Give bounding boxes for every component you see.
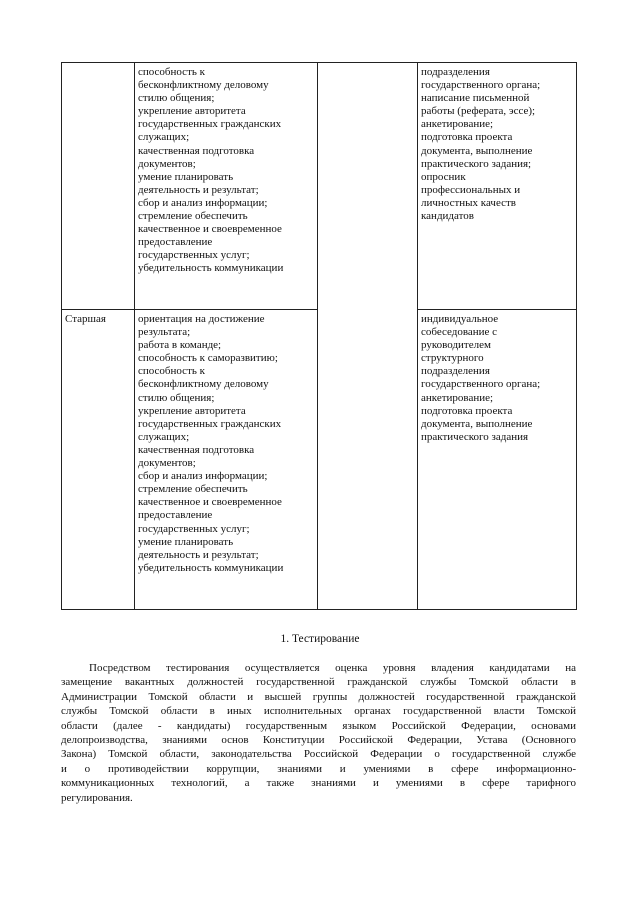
- cell-line: государственных услуг;: [138, 522, 250, 535]
- cell-line: подразделения: [421, 365, 490, 378]
- middle-cell: [318, 63, 418, 610]
- paragraph-line: области (далее - кандидаты) государственным языком Российской Федерации, основами: [61, 719, 576, 732]
- cell-line: подразделения: [421, 66, 490, 78]
- cell-line: подготовка проекта: [421, 131, 513, 144]
- cell-line: профессиональных и: [421, 183, 521, 196]
- cell-line: деятельность и результат;: [138, 183, 259, 196]
- cell-line: документов;: [138, 457, 196, 470]
- cell-line: государственного органа;: [421, 79, 541, 92]
- cell-line: укрепление авторитета: [138, 105, 246, 118]
- paragraph-line: Посредством тестирования осуществляется оценка уровня владения кандидатами на: [89, 662, 576, 674]
- cell-line: анкетирование;: [421, 118, 494, 131]
- cell-line: сбор и анализ информации;: [138, 196, 268, 209]
- competencies-cell: [135, 310, 318, 610]
- cell-line: служащих;: [138, 131, 190, 144]
- cell-line: укрепление авторитета: [138, 404, 246, 417]
- cell-line: структурного: [421, 352, 484, 365]
- paragraph-line: замещение вакантных должностей государственной гражданской службы Томской области в: [61, 676, 576, 689]
- cell-line: стремление обеспечить: [138, 483, 248, 496]
- cell-line: убедительность коммуникации: [138, 561, 284, 574]
- cell-line: работы (реферата, эссе);: [421, 105, 536, 118]
- cell-line: умение планировать: [138, 535, 234, 548]
- cell-line: умение планировать: [138, 170, 234, 183]
- cell-line: стремление обеспечить: [138, 210, 248, 223]
- cell-line: качественная подготовка: [138, 144, 255, 157]
- section-paragraph: [61, 661, 576, 805]
- cell-line: бесконфликтному деловому: [138, 378, 269, 391]
- competency-table: [61, 62, 577, 610]
- cell-line: сбор и анализ информации;: [138, 470, 268, 483]
- group-cell: Старшая: [62, 310, 135, 610]
- cell-line: убедительность коммуникации: [138, 262, 284, 275]
- cell-line: качественное и своевременное: [138, 496, 282, 509]
- cell-line: результата;: [138, 326, 191, 339]
- paragraph-line: Закона) Томской области, законодательства Российской Федерации о государственной службе: [61, 748, 576, 761]
- cell-line: собеседование с: [421, 326, 498, 339]
- cell-line: документов;: [138, 157, 196, 170]
- cell-line: предоставление: [138, 509, 213, 522]
- cell-line: практического задания: [421, 430, 529, 443]
- cell-line: стилю общения;: [138, 92, 215, 105]
- competencies-cell: [135, 63, 318, 310]
- cell-line: способность к саморазвитию;: [138, 352, 278, 365]
- paragraph-line: Администрации Томской области и высшей группы должностей государственной гражданской: [61, 690, 576, 703]
- cell-line: руководителем: [421, 339, 491, 352]
- cell-line: служащих;: [138, 430, 190, 443]
- cell-line: документа, выполнение: [421, 144, 533, 157]
- cell-line: практического задания;: [421, 157, 532, 170]
- cell-line: написание письменной: [421, 92, 530, 105]
- cell-line: качественное и своевременное: [138, 223, 282, 236]
- paragraph-line: и о противодействии коррупции, знаниями и умениями в сфере информационно-: [61, 762, 576, 775]
- methods-cell: [418, 310, 577, 610]
- cell-line: деятельность и результат;: [138, 548, 259, 561]
- group-cell: [62, 63, 135, 310]
- cell-line: индивидуальное: [421, 313, 499, 325]
- paragraph-line: службы Томской области в иных исполнительных органах государственной власти Томской: [61, 705, 576, 718]
- paragraph-line: делопроизводства, знаниями основ Конституции Российской Федерации, Устава (Основного: [61, 734, 576, 747]
- cell-line: предоставление: [138, 236, 213, 249]
- table-row: [62, 63, 577, 310]
- cell-line: способность к: [138, 66, 205, 78]
- cell-line: документа, выполнение: [421, 417, 533, 430]
- cell-line: личностных качеств: [421, 196, 516, 209]
- cell-line: способность к: [138, 365, 205, 378]
- cell-line: бесконфликтному деловому: [138, 79, 269, 92]
- cell-line: государственного органа;: [421, 378, 541, 391]
- cell-line: качественная подготовка: [138, 443, 255, 456]
- methods-cell: [418, 63, 577, 310]
- cell-line: стилю общения;: [138, 391, 215, 404]
- paragraph-line: коммуникационных технологий, а также знаниями и умениями в сфере тарифного: [61, 777, 576, 790]
- cell-line: государственных услуг;: [138, 249, 250, 262]
- cell-line: кандидатов: [421, 210, 474, 223]
- cell-line: ориентация на достижение: [138, 313, 265, 325]
- paragraph-line: регулирования.: [61, 791, 133, 804]
- cell-line: анкетирование;: [421, 391, 494, 404]
- cell-line: государственных гражданских: [138, 417, 282, 430]
- cell-line: подготовка проекта: [421, 404, 513, 417]
- cell-line: опросник: [421, 170, 466, 183]
- cell-line: работа в команде;: [138, 339, 222, 352]
- section-heading: 1. Тестирование: [280, 633, 360, 645]
- cell-line: государственных гражданских: [138, 118, 282, 131]
